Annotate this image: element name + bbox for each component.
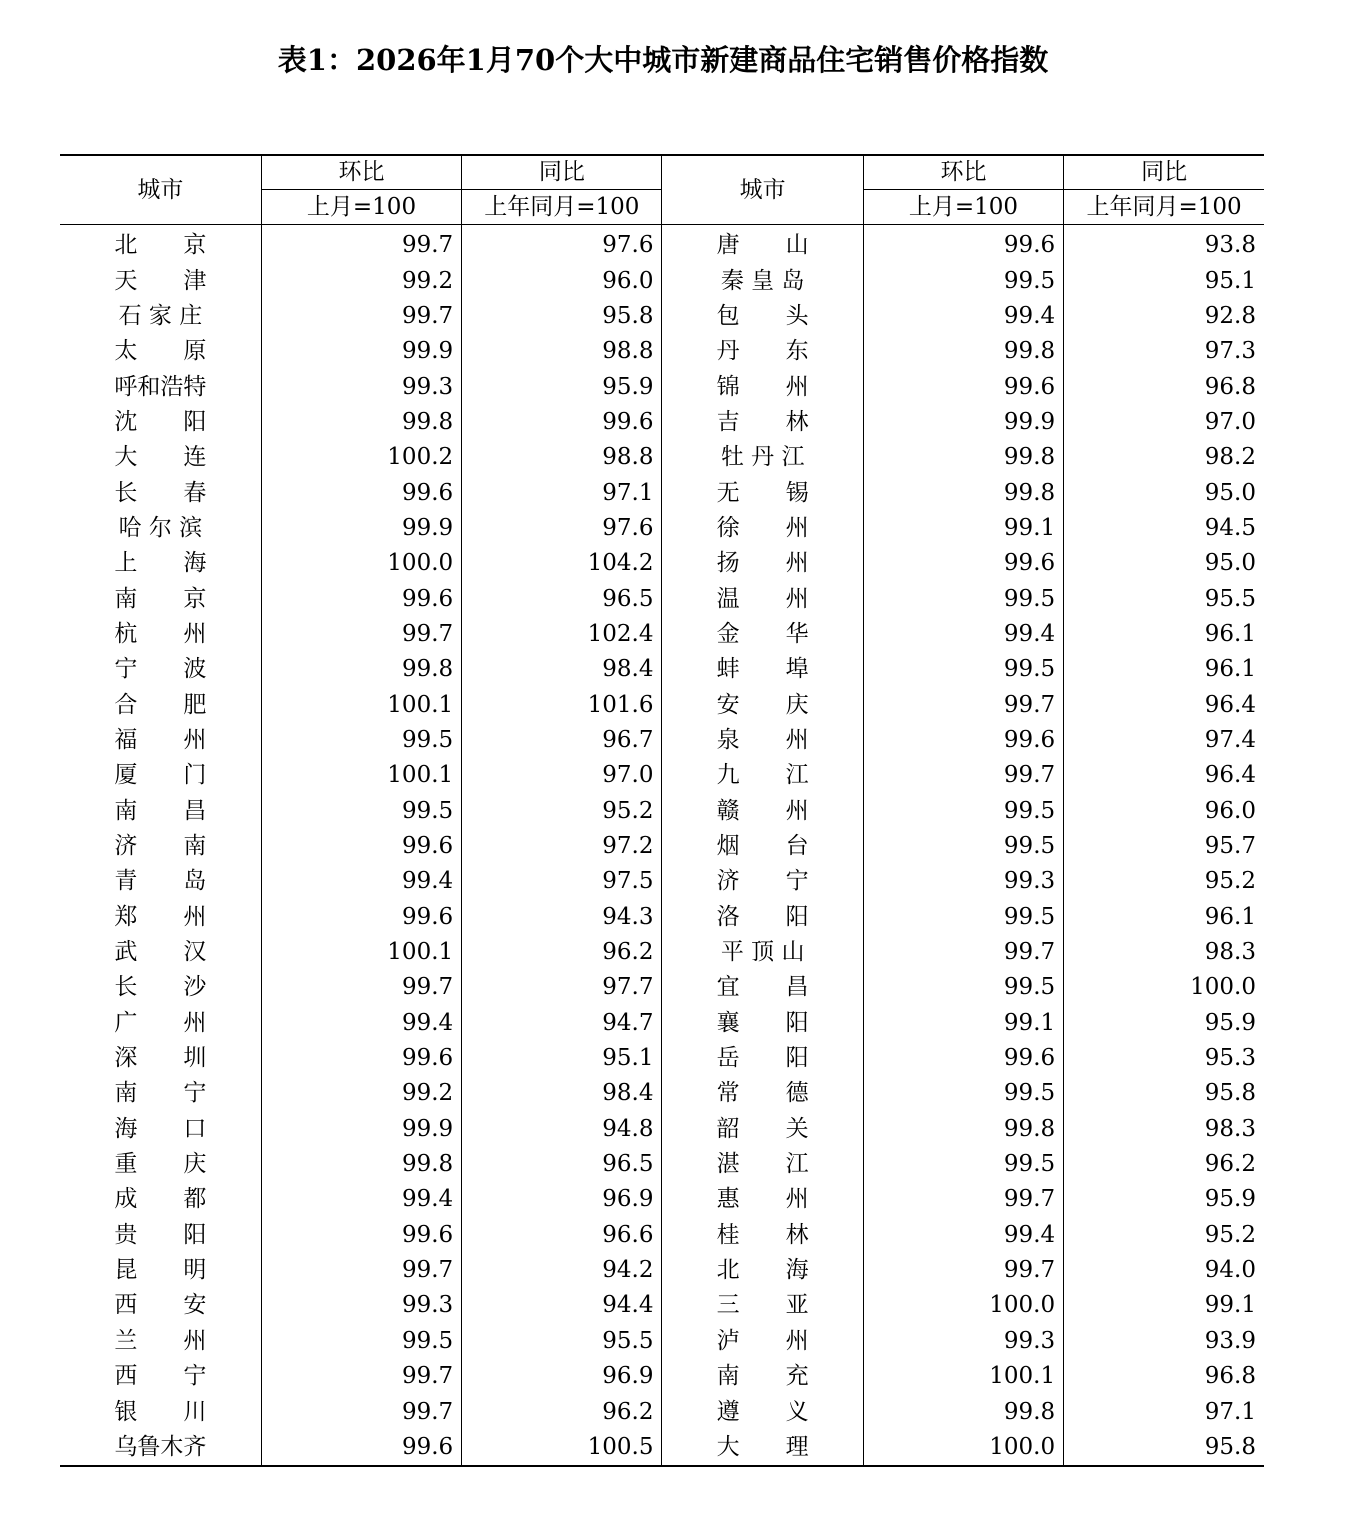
table-row	[60, 334, 1264, 369]
mom-value-cell: 100.1	[863, 1359, 1063, 1394]
mom-value-cell: 99.7	[261, 1253, 461, 1288]
city-name-cell: 长 沙	[114, 974, 207, 1001]
mom-value-cell: 99.6	[261, 1218, 461, 1253]
yoy-value-cell: 96.9	[462, 1182, 662, 1217]
city-name-cell: 大 连	[114, 444, 207, 471]
city-name-cell: 兰 州	[114, 1327, 207, 1354]
header-yoy-base-right: 上年同月=100	[1064, 190, 1264, 225]
city-name-cell: 宁 波	[114, 656, 207, 683]
city-name-cell: 乌鲁木齐	[60, 1430, 261, 1466]
yoy-value-cell: 97.3	[1064, 334, 1264, 369]
header-city-left: 城市	[60, 155, 261, 225]
table-row	[60, 1182, 1264, 1217]
table-row	[60, 617, 1264, 652]
mom-value-cell: 99.1	[863, 511, 1063, 546]
mom-value-cell: 99.7	[261, 299, 461, 334]
city-name-cell: 西 安	[114, 1292, 207, 1319]
mom-value-cell: 99.7	[261, 970, 461, 1005]
mom-value-cell: 99.5	[863, 263, 1063, 298]
mom-value-cell: 99.8	[261, 405, 461, 440]
mom-value-cell: 99.6	[863, 225, 1063, 264]
yoy-value-cell: 102.4	[462, 617, 662, 652]
city-name-cell: 无 锡	[662, 475, 863, 510]
city-name-cell: 沈 阳	[114, 408, 207, 435]
city-name-cell: 福 州	[114, 726, 207, 753]
mom-value-cell: 99.4	[863, 299, 1063, 334]
yoy-value-cell: 95.7	[1064, 829, 1264, 864]
city-name-cell: 北 海	[662, 1253, 863, 1288]
mom-value-cell: 99.6	[261, 1430, 461, 1466]
header-yoy-base-left: 上年同月=100	[462, 190, 662, 225]
city-name-cell: 深 圳	[114, 1045, 207, 1072]
yoy-value-cell: 97.6	[462, 225, 662, 264]
mom-value-cell: 99.9	[261, 511, 461, 546]
mom-value-cell: 99.8	[863, 475, 1063, 510]
mom-value-cell: 99.6	[261, 475, 461, 510]
mom-value-cell: 99.7	[261, 617, 461, 652]
city-name-cell: 厦 门	[114, 762, 207, 789]
table-title: 表1：2026年1月70个大中城市新建商品住宅销售价格指数	[277, 43, 1049, 77]
mom-value-cell: 99.6	[261, 829, 461, 864]
header-city-right: 城市	[662, 155, 863, 225]
city-name-cell: 济 宁	[662, 864, 863, 899]
yoy-value-cell: 95.9	[462, 369, 662, 404]
table-row	[60, 1041, 1264, 1076]
yoy-value-cell: 95.8	[462, 299, 662, 334]
yoy-value-cell: 96.8	[1064, 1359, 1264, 1394]
mom-value-cell: 99.4	[261, 864, 461, 899]
yoy-value-cell: 97.0	[462, 758, 662, 793]
yoy-value-cell: 98.3	[1064, 935, 1264, 970]
yoy-value-cell: 94.4	[462, 1288, 662, 1323]
city-name-cell: 泉 州	[662, 723, 863, 758]
city-name-cell: 石 家 庄	[118, 302, 203, 329]
city-name-cell: 南 充	[662, 1359, 863, 1394]
mom-value-cell: 99.3	[863, 1324, 1063, 1359]
city-name-cell: 湛 江	[662, 1147, 863, 1182]
mom-value-cell: 99.6	[863, 546, 1063, 581]
table-row	[60, 935, 1264, 970]
mom-value-cell: 99.5	[261, 794, 461, 829]
table-row	[60, 225, 1264, 264]
table-header	[60, 155, 1264, 225]
city-name-cell: 杭 州	[114, 620, 207, 647]
yoy-value-cell: 95.2	[462, 794, 662, 829]
table-row	[60, 970, 1264, 1005]
mom-value-cell: 99.7	[863, 687, 1063, 722]
table-row	[60, 1006, 1264, 1041]
yoy-value-cell: 97.1	[462, 475, 662, 510]
mom-value-cell: 100.1	[261, 758, 461, 793]
mom-value-cell: 99.9	[863, 405, 1063, 440]
yoy-value-cell: 99.6	[462, 405, 662, 440]
table-row	[60, 511, 1264, 546]
yoy-value-cell: 96.0	[1064, 794, 1264, 829]
table-row	[60, 829, 1264, 864]
city-name-cell: 徐 州	[662, 511, 863, 546]
city-name-cell: 北 京	[114, 232, 207, 259]
yoy-value-cell: 95.3	[1064, 1041, 1264, 1076]
mom-value-cell: 99.6	[863, 1041, 1063, 1076]
mom-value-cell: 99.5	[863, 829, 1063, 864]
mom-value-cell: 99.1	[863, 1006, 1063, 1041]
city-name-cell: 昆 明	[114, 1257, 207, 1284]
header-mom-base-left: 上月=100	[261, 190, 461, 225]
city-name-cell: 蚌 埠	[662, 652, 863, 687]
yoy-value-cell: 96.4	[1064, 758, 1264, 793]
mom-value-cell: 100.0	[863, 1430, 1063, 1466]
yoy-value-cell: 97.1	[1064, 1394, 1264, 1429]
city-name-cell: 九 江	[662, 758, 863, 793]
city-name-cell: 南 京	[114, 585, 207, 612]
mom-value-cell: 99.5	[863, 652, 1063, 687]
city-name-cell: 海 口	[114, 1115, 207, 1142]
table-row	[60, 1430, 1264, 1466]
mom-value-cell: 100.2	[261, 440, 461, 475]
table-row	[60, 405, 1264, 440]
city-name-cell: 重 庆	[114, 1151, 207, 1178]
yoy-value-cell: 95.9	[1064, 1182, 1264, 1217]
mom-value-cell: 99.5	[863, 900, 1063, 935]
city-name-cell: 济 南	[114, 833, 207, 860]
mom-value-cell: 99.7	[261, 225, 461, 264]
city-name-cell: 呼和浩特	[114, 373, 207, 400]
table-row	[60, 546, 1264, 581]
yoy-value-cell: 98.8	[462, 440, 662, 475]
table-row	[60, 440, 1264, 475]
yoy-value-cell: 94.0	[1064, 1253, 1264, 1288]
mom-value-cell: 99.7	[261, 1394, 461, 1429]
city-name-cell: 丹 东	[662, 334, 863, 369]
yoy-value-cell: 96.4	[1064, 687, 1264, 722]
yoy-value-cell: 96.7	[462, 723, 662, 758]
table-row	[60, 687, 1264, 722]
table-row	[60, 475, 1264, 510]
yoy-value-cell: 95.1	[462, 1041, 662, 1076]
yoy-value-cell: 97.4	[1064, 723, 1264, 758]
yoy-value-cell: 92.8	[1064, 299, 1264, 334]
city-name-cell: 泸 州	[662, 1324, 863, 1359]
table-row	[60, 723, 1264, 758]
mom-value-cell: 99.3	[261, 369, 461, 404]
yoy-value-cell: 95.9	[1064, 1006, 1264, 1041]
city-name-cell: 唐 山	[662, 225, 863, 264]
city-name-cell: 太 原	[114, 338, 207, 365]
city-name-cell: 贵 阳	[114, 1221, 207, 1248]
mom-value-cell: 99.4	[261, 1006, 461, 1041]
mom-value-cell: 99.7	[863, 935, 1063, 970]
yoy-value-cell: 98.4	[462, 1076, 662, 1111]
mom-value-cell: 99.6	[261, 581, 461, 616]
mom-value-cell: 99.7	[261, 1359, 461, 1394]
mom-value-cell: 99.6	[863, 723, 1063, 758]
mom-value-cell: 100.0	[863, 1288, 1063, 1323]
yoy-value-cell: 93.8	[1064, 225, 1264, 264]
yoy-value-cell: 94.3	[462, 900, 662, 935]
mom-value-cell: 99.8	[261, 652, 461, 687]
city-name-cell: 银 川	[114, 1398, 207, 1425]
yoy-value-cell: 95.0	[1064, 475, 1264, 510]
city-name-cell: 武 汉	[114, 939, 207, 966]
city-name-cell: 包 头	[662, 299, 863, 334]
table-row	[60, 1394, 1264, 1429]
city-name-cell: 安 庆	[662, 687, 863, 722]
yoy-value-cell: 94.2	[462, 1253, 662, 1288]
city-name-cell: 岳 阳	[662, 1041, 863, 1076]
yoy-value-cell: 96.2	[462, 1394, 662, 1429]
table-row	[60, 299, 1264, 334]
mom-value-cell: 99.5	[261, 723, 461, 758]
mom-value-cell: 99.7	[863, 1253, 1063, 1288]
city-name-cell: 天 津	[114, 267, 207, 294]
table-row	[60, 864, 1264, 899]
yoy-value-cell: 96.1	[1064, 900, 1264, 935]
mom-value-cell: 99.5	[863, 1147, 1063, 1182]
yoy-value-cell: 98.3	[1064, 1112, 1264, 1147]
city-name-cell: 长 春	[114, 479, 207, 506]
city-name-cell: 吉 林	[662, 405, 863, 440]
mom-value-cell: 99.9	[261, 1112, 461, 1147]
table-row	[60, 794, 1264, 829]
yoy-value-cell: 97.2	[462, 829, 662, 864]
table-row	[60, 1112, 1264, 1147]
mom-value-cell: 99.7	[863, 1182, 1063, 1217]
mom-value-cell: 99.3	[863, 864, 1063, 899]
yoy-value-cell: 96.5	[462, 581, 662, 616]
mom-value-cell: 99.2	[261, 263, 461, 298]
yoy-value-cell: 96.8	[1064, 369, 1264, 404]
table-row	[60, 1359, 1264, 1394]
city-name-cell: 郑 州	[114, 903, 207, 930]
city-name-cell: 烟 台	[662, 829, 863, 864]
city-name-cell: 韶 关	[662, 1112, 863, 1147]
city-name-cell: 桂 林	[662, 1218, 863, 1253]
yoy-value-cell: 95.2	[1064, 1218, 1264, 1253]
table-row	[60, 652, 1264, 687]
yoy-value-cell: 104.2	[462, 546, 662, 581]
header-mom-left: 环比	[261, 155, 461, 190]
yoy-value-cell: 97.6	[462, 511, 662, 546]
mom-value-cell: 99.5	[863, 970, 1063, 1005]
city-name-cell: 上 海	[114, 550, 207, 577]
header-yoy-right: 同比	[1064, 155, 1264, 190]
city-name-cell: 赣 州	[662, 794, 863, 829]
header-yoy-left: 同比	[462, 155, 662, 190]
mom-value-cell: 99.5	[261, 1324, 461, 1359]
mom-value-cell: 99.4	[863, 617, 1063, 652]
city-name-cell: 洛 阳	[662, 900, 863, 935]
yoy-value-cell: 95.0	[1064, 546, 1264, 581]
city-name-cell: 金 华	[662, 617, 863, 652]
yoy-value-cell: 95.8	[1064, 1076, 1264, 1111]
yoy-value-cell: 97.7	[462, 970, 662, 1005]
mom-value-cell: 99.8	[863, 440, 1063, 475]
yoy-value-cell: 96.2	[462, 935, 662, 970]
city-name-cell: 平 顶 山	[662, 935, 863, 970]
mom-value-cell: 99.8	[261, 1147, 461, 1182]
yoy-value-cell: 93.9	[1064, 1324, 1264, 1359]
yoy-value-cell: 99.1	[1064, 1288, 1264, 1323]
city-name-cell: 成 都	[114, 1186, 207, 1213]
table-row	[60, 263, 1264, 298]
mom-value-cell: 99.8	[863, 1394, 1063, 1429]
yoy-value-cell: 94.8	[462, 1112, 662, 1147]
table-row	[60, 1253, 1264, 1288]
city-name-cell: 青 岛	[114, 868, 207, 895]
city-name-cell: 西 宁	[114, 1363, 207, 1390]
yoy-value-cell: 97.0	[1064, 405, 1264, 440]
table-row	[60, 1324, 1264, 1359]
header-mom-right: 环比	[863, 155, 1063, 190]
mom-value-cell: 99.8	[863, 1112, 1063, 1147]
city-name-cell: 惠 州	[662, 1182, 863, 1217]
yoy-value-cell: 96.0	[462, 263, 662, 298]
yoy-value-cell: 94.7	[462, 1006, 662, 1041]
city-name-cell: 宜 昌	[662, 970, 863, 1005]
city-name-cell: 温 州	[662, 581, 863, 616]
mom-value-cell: 99.7	[863, 758, 1063, 793]
yoy-value-cell: 96.2	[1064, 1147, 1264, 1182]
yoy-value-cell: 100.5	[462, 1430, 662, 1466]
mom-value-cell: 99.9	[261, 334, 461, 369]
mom-value-cell: 100.1	[261, 687, 461, 722]
city-name-cell: 常 德	[662, 1076, 863, 1111]
mom-value-cell: 99.5	[863, 1076, 1063, 1111]
mom-value-cell: 99.3	[261, 1288, 461, 1323]
table-row	[60, 1288, 1264, 1323]
yoy-value-cell: 95.5	[1064, 581, 1264, 616]
table-row	[60, 581, 1264, 616]
table-row	[60, 369, 1264, 404]
yoy-value-cell: 100.0	[1064, 970, 1264, 1005]
yoy-value-cell: 95.1	[1064, 263, 1264, 298]
yoy-value-cell: 98.2	[1064, 440, 1264, 475]
city-name-cell: 扬 州	[662, 546, 863, 581]
table-row	[60, 1218, 1264, 1253]
yoy-value-cell: 96.6	[462, 1218, 662, 1253]
mom-value-cell: 99.4	[261, 1182, 461, 1217]
yoy-value-cell: 98.8	[462, 334, 662, 369]
city-name-cell: 三 亚	[662, 1288, 863, 1323]
price-index-table	[60, 154, 1264, 1467]
table-row	[60, 1147, 1264, 1182]
mom-value-cell: 99.6	[261, 900, 461, 935]
city-name-cell: 南 宁	[114, 1080, 207, 1107]
city-name-cell: 遵 义	[662, 1394, 863, 1429]
mom-value-cell: 99.5	[863, 794, 1063, 829]
table-row	[60, 1076, 1264, 1111]
yoy-value-cell: 97.5	[462, 864, 662, 899]
city-name-cell: 锦 州	[662, 369, 863, 404]
city-name-cell: 大 理	[662, 1430, 863, 1466]
city-name-cell: 襄 阳	[662, 1006, 863, 1041]
table-row	[60, 758, 1264, 793]
mom-value-cell: 100.1	[261, 935, 461, 970]
yoy-value-cell: 96.1	[1064, 617, 1264, 652]
yoy-value-cell: 95.8	[1064, 1430, 1264, 1466]
yoy-value-cell: 94.5	[1064, 511, 1264, 546]
mom-value-cell: 99.2	[261, 1076, 461, 1111]
city-name-cell: 广 州	[114, 1009, 207, 1036]
table-body	[60, 225, 1264, 1467]
yoy-value-cell: 96.9	[462, 1359, 662, 1394]
yoy-value-cell: 95.2	[1064, 864, 1264, 899]
mom-value-cell: 99.6	[261, 1041, 461, 1076]
yoy-value-cell: 96.5	[462, 1147, 662, 1182]
mom-value-cell: 99.6	[863, 369, 1063, 404]
mom-value-cell: 99.5	[863, 581, 1063, 616]
yoy-value-cell: 101.6	[462, 687, 662, 722]
mom-value-cell: 99.4	[863, 1218, 1063, 1253]
city-name-cell: 秦 皇 岛	[662, 263, 863, 298]
yoy-value-cell: 98.4	[462, 652, 662, 687]
mom-value-cell: 99.8	[863, 334, 1063, 369]
header-mom-base-right: 上月=100	[863, 190, 1063, 225]
city-name-cell: 牡 丹 江	[662, 440, 863, 475]
mom-value-cell: 100.0	[261, 546, 461, 581]
city-name-cell: 哈 尔 滨	[118, 514, 203, 541]
yoy-value-cell: 95.5	[462, 1324, 662, 1359]
city-name-cell: 南 昌	[114, 797, 207, 824]
yoy-value-cell: 96.1	[1064, 652, 1264, 687]
table-row	[60, 900, 1264, 935]
city-name-cell: 合 肥	[114, 691, 207, 718]
